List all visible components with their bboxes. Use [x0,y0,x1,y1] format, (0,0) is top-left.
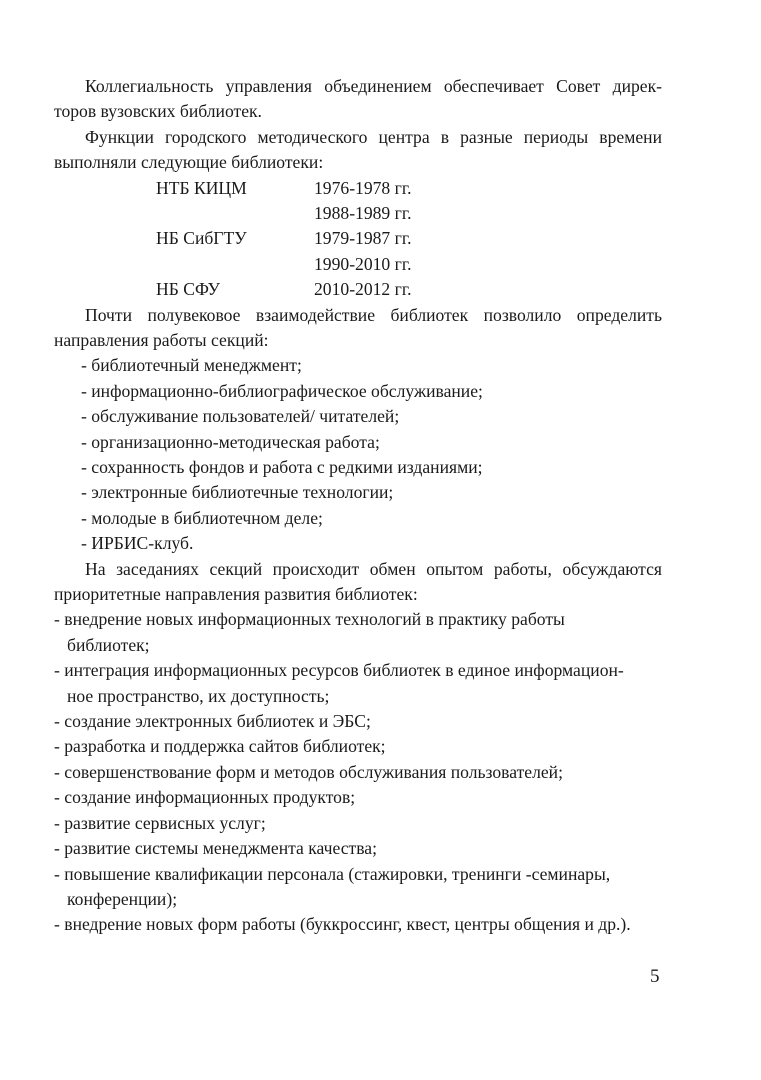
paragraph-interaction-line2: направления работы секций: [54,329,269,350]
paragraph-meetings-line1: На заседаниях секций происходит обмен опытом работы, обсуждаются [85,558,662,579]
list-item: - создание информационных продуктов; [54,787,356,808]
table-row [156,201,662,226]
list-item [54,658,662,709]
list-item: - ИРБИС-клуб. [81,533,194,554]
priorities-list [54,607,662,937]
table-row [156,277,662,302]
library-name: НБ СибГТУ [156,228,247,249]
sections-list [54,353,662,556]
paragraph-council-line2: торов вузовских библиотек. [54,101,262,122]
list-item: - электронные библиотечные технологии; [81,482,394,503]
list-item-text: - повышение квалификации персонала (стажировки, тренинги -семинары, [54,863,611,884]
list-item-continuation: ное пространство, их доступность; [67,685,330,706]
table-row [156,226,662,251]
list-item: - развитие системы менеджмента качества; [54,838,377,859]
list-item: - обслуживание пользователей/ читателей; [81,406,400,427]
list-item: - совершенствование форм и методов обслуживания пользователей; [54,761,563,782]
library-name [156,252,314,277]
libraries-table [156,176,662,303]
paragraph-center-line2: выполняли следующие библиотеки: [54,152,324,173]
list-item-continuation: библиотек; [67,634,150,655]
list-item: - сохранность фондов и работа с редкими изданиями; [81,457,483,478]
library-years: 1976-1978 гг. [314,177,412,198]
list-item-continuation: конференции); [67,888,178,909]
library-years: 1990-2010 гг. [314,253,412,274]
list-item [54,862,662,913]
library-name [156,201,314,226]
paragraph-council-line1: Коллегиальность управления объединением обеспечивает Совет дирек- [85,76,662,96]
list-item: - внедрение новых форм работы (буккроссинг, квест, центры общения и др.). [54,914,631,935]
library-years: 1979-1987 гг. [314,228,412,249]
library-years: 2010-2012 гг. [314,279,412,300]
library-name: НТБ КИЦМ [156,177,247,198]
list-item: - информационно-библиографическое обслуживание; [81,380,483,401]
paragraph-center-line1: Функции городского методического центра в разные периоды времени [85,126,662,147]
list-item: - организационно-методическая работа; [81,431,380,452]
page-number: 5 [650,966,660,987]
library-years: 1988-1989 гг. [314,203,412,224]
document-page [54,74,662,938]
list-item: - библиотечный менеджмент; [81,355,302,376]
list-item: - развитие сервисных услуг; [54,812,266,833]
paragraph-interaction-line1: Почти полувековое взаимодействие библиотек позволило определить [85,304,662,325]
list-item: - молодые в библиотечном деле; [81,507,323,528]
list-item-text: - внедрение новых информационных технологий в практику работы [54,609,565,630]
list-item [54,607,662,658]
list-item: - разработка и поддержка сайтов библиотек; [54,736,386,757]
list-item: - создание электронных библиотек и ЭБС; [54,711,371,732]
table-row [156,176,662,201]
list-item-text: - интеграция информационных ресурсов библиотек в единое информацион- [54,660,624,681]
paragraph-meetings-line2: приоритетные направления развития библиотек: [54,584,418,605]
library-name: НБ СФУ [156,279,220,300]
table-row [156,252,662,277]
